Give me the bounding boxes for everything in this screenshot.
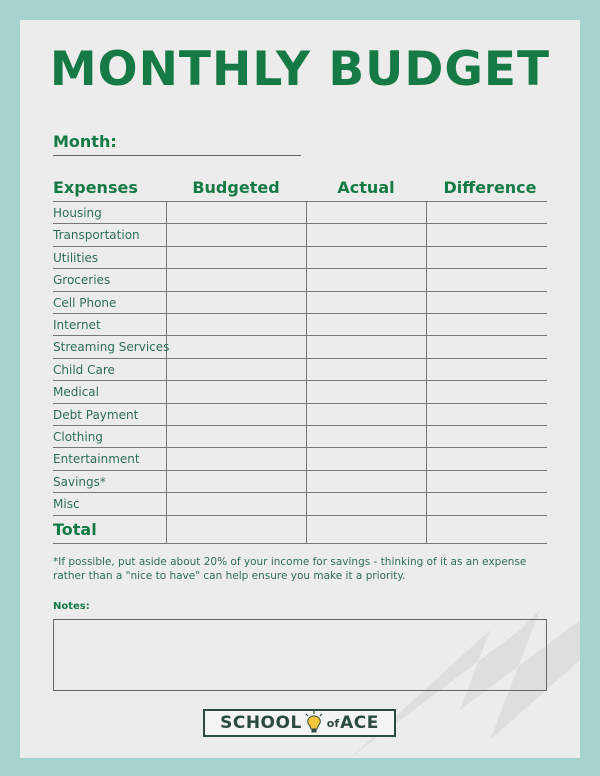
budgeted-cell[interactable] <box>166 223 306 245</box>
actual-cell[interactable] <box>306 358 426 380</box>
expense-label: Clothing <box>53 430 103 444</box>
difference-cell[interactable] <box>426 492 547 514</box>
expense-label: Transportation <box>53 228 140 243</box>
expense-label: Internet <box>53 318 101 332</box>
column-header-budgeted: Budgeted <box>192 178 280 197</box>
difference-cell[interactable] <box>426 447 547 469</box>
expense-label: Debt Payment <box>53 407 139 422</box>
logo-text-school: SCHOOL <box>220 713 302 733</box>
difference-cell[interactable] <box>426 425 547 447</box>
column-header-actual: Actual <box>337 178 395 197</box>
actual-cell[interactable] <box>306 492 426 514</box>
difference-cell[interactable] <box>426 335 547 357</box>
actual-cell[interactable] <box>306 313 426 335</box>
actual-cell[interactable] <box>306 291 426 313</box>
total-budgeted-cell[interactable] <box>166 515 306 543</box>
expense-label: Medical <box>53 385 99 400</box>
actual-cell[interactable] <box>306 246 426 268</box>
difference-cell[interactable] <box>426 246 547 268</box>
school-of-ace-logo <box>203 709 396 737</box>
difference-cell[interactable] <box>426 380 547 402</box>
logo-text-of: of <box>326 716 340 730</box>
budget-sheet <box>20 20 580 758</box>
budgeted-cell[interactable] <box>166 291 306 313</box>
actual-cell[interactable] <box>306 335 426 357</box>
actual-cell[interactable] <box>306 470 426 492</box>
column-header-difference: Difference <box>443 178 537 197</box>
budgeted-cell[interactable] <box>166 470 306 492</box>
savings-footnote: *If possible, put aside about 20% of your income for savings - thinking of it as an expense rather than a "nice to have" can help ensure you make it a priority. <box>53 556 527 582</box>
total-label: Total <box>53 519 97 539</box>
lightbulb-icon <box>304 711 324 735</box>
actual-cell[interactable] <box>306 403 426 425</box>
actual-cell[interactable] <box>306 425 426 447</box>
difference-cell[interactable] <box>426 403 547 425</box>
budgeted-cell[interactable] <box>166 358 306 380</box>
budgeted-cell[interactable] <box>166 380 306 402</box>
budgeted-cell[interactable] <box>166 403 306 425</box>
expense-label: Savings* <box>53 474 106 489</box>
difference-cell[interactable] <box>426 358 547 380</box>
budgeted-cell[interactable] <box>166 313 306 335</box>
expense-label: Housing <box>53 206 102 220</box>
budgeted-cell[interactable] <box>166 268 306 290</box>
total-difference-cell[interactable] <box>426 515 547 543</box>
actual-cell[interactable] <box>306 268 426 290</box>
expense-label: Cell Phone <box>53 295 117 310</box>
budgeted-cell[interactable] <box>166 425 306 447</box>
difference-cell[interactable] <box>426 223 547 245</box>
difference-cell[interactable] <box>426 201 547 223</box>
month-input-line[interactable] <box>53 155 301 156</box>
actual-cell[interactable] <box>306 447 426 469</box>
expense-label: Groceries <box>53 273 111 288</box>
actual-cell[interactable] <box>306 223 426 245</box>
expense-label: Utilities <box>53 250 99 265</box>
page-title: MONTHLY BUDGET <box>49 42 551 97</box>
budgeted-cell[interactable] <box>166 201 306 223</box>
total-actual-cell[interactable] <box>306 515 426 543</box>
month-label: Month: <box>53 132 117 151</box>
difference-cell[interactable] <box>426 470 547 492</box>
notes-label: Notes: <box>53 601 90 612</box>
actual-cell[interactable] <box>306 201 426 223</box>
column-header-expenses: Expenses <box>53 178 138 197</box>
budgeted-cell[interactable] <box>166 447 306 469</box>
expense-label: Misc <box>53 497 80 512</box>
actual-cell[interactable] <box>306 380 426 402</box>
difference-cell[interactable] <box>426 313 547 335</box>
difference-cell[interactable] <box>426 291 547 313</box>
budgeted-cell[interactable] <box>166 335 306 357</box>
budgeted-cell[interactable] <box>166 492 306 514</box>
expense-label: Streaming Services <box>53 340 170 355</box>
difference-cell[interactable] <box>426 268 547 290</box>
notes-box[interactable] <box>53 619 547 691</box>
budgeted-cell[interactable] <box>166 246 306 268</box>
logo-text-ace: ACE <box>340 713 379 733</box>
expense-label: Child Care <box>53 362 115 377</box>
row-divider <box>53 543 547 544</box>
expense-label: Entertainment <box>53 452 140 467</box>
